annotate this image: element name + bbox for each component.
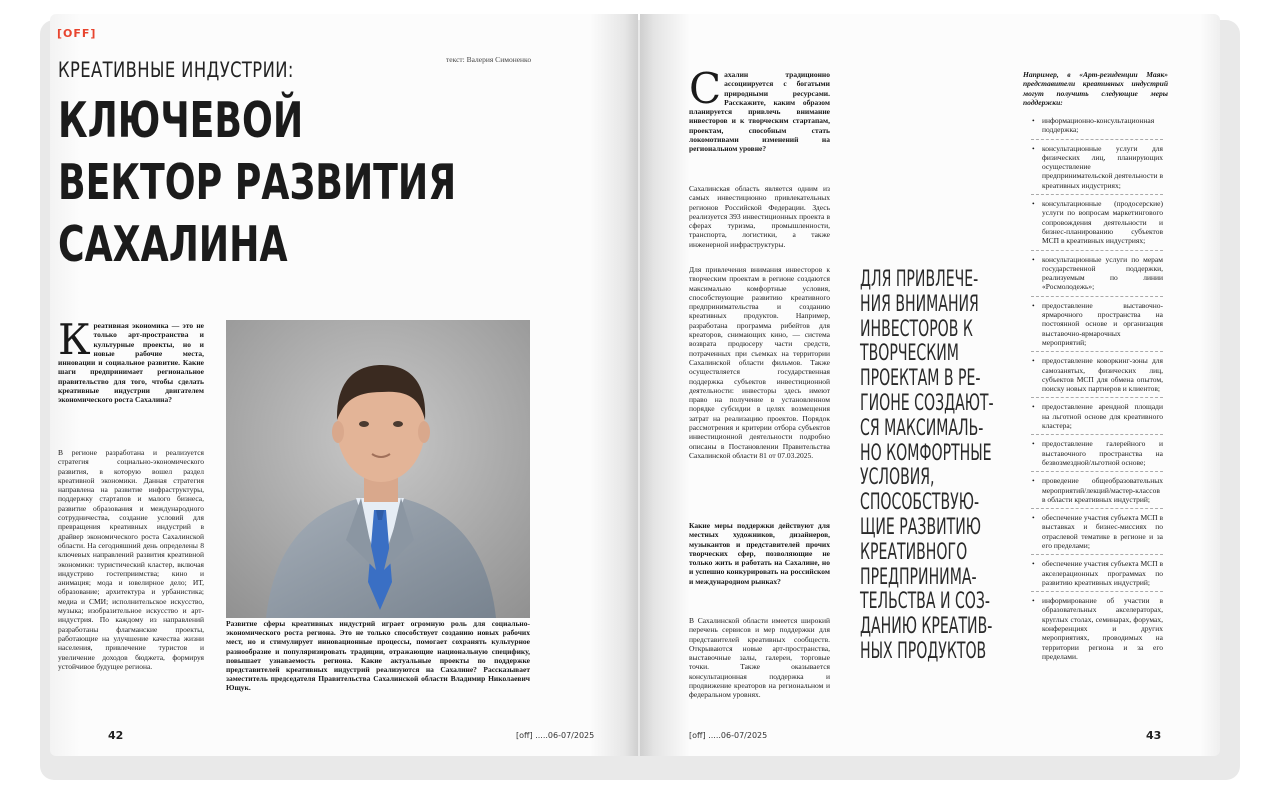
pull-quote-line: ПРЕДПРИНИМА- <box>860 564 977 590</box>
left-body-text: В регионе разработана и реализуется стратегия социально-экономического развития, в которую вошел раздел креативной экономики. Данная стратегия направлена на развитие инфраструктуры, поддержку стартапов и малого бизнеса, развитие образования и международного сотрудничества, создание условий для превращения креативных индустрий в драйвер экономического роста Сахалинской области. На сегодняшний день определены 8 ключевых направлений развития креативной экономики: туристический кластер, включая индустрию гостеприимства; кино и анимация; мода и ювелирное дело; ИТ, образование; архитектура и урбанистика; медиа и СМИ; исполнительское искусство, музыка; изобразительное искусство и арт-индустрия. По каждому из направлений разработаны флагманские проекты, работающие на улучшение качества жизни населения, привлечение туристов и увеличение доходов бюджета, формируя устойчивое будущее региона. <box>58 448 204 671</box>
list-item: • консультационные (продосерские) услуги по вопросам маркетингового сопровождения деятельности и бизнес-планированию субъектов МСП в креативных индустриях; <box>1031 199 1163 250</box>
article-lead <box>58 315 204 405</box>
list-item: • информирование об участии в образовательных акселераторах, круглых столах, семинарах, форумах, конференциях и других мероприятиях, проводимых на территории региона и за его пределами. <box>1031 596 1163 665</box>
lead-dropcap: К <box>58 315 91 364</box>
pull-quote-line: НЫХ ПРОДУКТОВ <box>860 638 987 664</box>
list-item: • обеспечение участия субъекта МСП в акселерационных программах по развитию креативных индустрий; <box>1031 559 1163 592</box>
list-item: • проведение общеобразовательных мероприятий/лекций/мастер-классов в области креативных индустрий; <box>1031 476 1163 509</box>
pull-quote-line: ТЕЛЬСТВА И СОЗ- <box>860 589 990 615</box>
question-1-text: ахалин традиционно ассоциируется с богатыми природными ресурсами. Расскажите, каким образом планируется привлечь внимание инвесторов и к творческим стартапам, проектам, способным стать локомотивами изменений на региональном уровне? <box>689 70 830 154</box>
pull-quote-line: ДЛЯ ПРИВЛЕЧЕ- <box>860 267 979 292</box>
question-1 <box>689 64 830 154</box>
pull-quote-line: УСЛОВИЯ, <box>860 465 935 491</box>
title-line: САХАЛИНА <box>58 216 288 273</box>
list-item: • информационно-консультационная поддержка; <box>1031 116 1163 140</box>
page-number-left: 42 <box>108 729 124 742</box>
list-item: • предоставление коворкинг-зоны для самозанятых, физических лиц, субъектов МСП для обмена опытом, поиску новых партнеров и клиентов; <box>1031 356 1163 398</box>
article-kicker: КРЕАТИВНЫЕ ИНДУСТРИИ: <box>58 58 294 82</box>
title-line: КЛЮЧЕВОЙ <box>58 92 304 149</box>
list-item: • предоставление галерейного и выставочного пространства на безвозмездной/льготной основе; <box>1031 439 1163 472</box>
page-number-right: 43 <box>1146 729 1162 742</box>
magazine-brand: [OFF] <box>57 27 97 40</box>
support-measures-list <box>1031 116 1163 669</box>
portrait-photo <box>226 320 530 618</box>
pull-quote-line: КРЕАТИВНОГО <box>860 539 968 565</box>
author-credit: текст: Валерия Симоненко <box>446 55 532 64</box>
support-intro: Например, в «Арт-резиденции Маяк» представители креативных индустрий могут получить следующие меры поддержки: <box>1023 70 1168 107</box>
question-2: Какие меры поддержки действуют для местных художников, дизайнеров, музыкантов и представителей прочих творческих сфер, позволяющие не только жить и работать на Сахалине, но и успешно конкурировать на российском и международном рынках? <box>689 521 830 586</box>
pull-quote-line: ИНВЕСТОРОВ К <box>860 316 973 342</box>
photo-caption: Развитие сферы креативных индустрий играет огромную роль для социально-экономического роста региона. Это не только способствует созданию новых рабочих мест, но и стимулирует инновационные процессы, помогает сохранять культурное разнообразие и популяризировать традиции, отражающие национальную специфику, повышает узнаваемость региона. Какие актуальные проекты по поддержке представителей креативных индустрий реализуются на Сахалине? Рассказывает заместитель председателя Правительства Сахалинской области Владимир Николаевич Ющук. <box>226 619 530 693</box>
list-item: • консультационные услуги по мерам государственной поддержки, реализуемым по линии «Росмолодежь»; <box>1031 255 1163 297</box>
pull-quote <box>860 268 994 665</box>
answer-1-paragraph-2: Для привлечения внимания инвесторов к творческим проектам в регионе создаются максимально комфортные условия, способствующие развитию креативного предпринимательства и созданию креативных продуктов. Например, разработана программа рибейтов для креаторов, снимающих кино, — система возврата продюсеру части средств, потраченных при съемках на территории Сахалинской области фильмов. Также осуществляется государственная поддержка субъектов инвестиционной деятельности: инвесторы здесь имеют право на получение в установленном порядке субсидии в целях возмещения затрат на реализацию проектов. Порядок рассмотрения и критерии отбора субъектов инвестиционной деятельности подробно описаны в Постановлении Правительства Сахалинской области 81 от 07.03.2025. <box>689 265 830 460</box>
article-title <box>58 90 456 276</box>
list-item: • предоставление арендной площади на льготной основе для креативного кластера; <box>1031 402 1163 435</box>
portrait-photo-illustration <box>226 320 530 618</box>
pull-quote-line: ДАНИЮ КРЕАТИВ- <box>860 614 993 640</box>
lead-text: реативная экономика — это не только арт-пространства и культурные проекты, но и новые рабочие места, инновации и социальное развитие. Какие шаги предпринимает региональное правительство для того, чтобы сделать креативные индустрии двигателем экономического роста Сахалина? <box>58 321 204 405</box>
list-item: • предоставление выставочно-ярмарочного пространства на постоянной основе и организация выставочно-ярмарочных мероприятий; <box>1031 301 1163 352</box>
pull-quote-line: ГИОНЕ СОЗДАЮТ- <box>860 390 994 416</box>
pull-quote-line: НО КОМФОРТНЫЕ <box>860 440 992 466</box>
answer-1-paragraph-1: Сахалинская область является одним из самых инвестиционно привлекательных регионов Российской Федерации. Здесь реализуется 393 инвестиционных проекта в сферах туризма, промышленности, транспорта, логистики, а также инженерной инфраструктуры. <box>689 184 830 249</box>
issue-folio-left: [off] .....06-07/2025 <box>516 731 595 740</box>
pull-quote-line: СПОСОБСТВУЮ- <box>860 490 980 516</box>
list-item: • обеспечение участия субъекта МСП в выставках и бизнес-миссиях по отраслевой тематике в регионе и за его пределами; <box>1031 513 1163 555</box>
pull-quote-line: ТВОРЧЕСКИМ <box>860 341 959 367</box>
issue-folio-right: [off] .....06-07/2025 <box>689 731 768 740</box>
pull-quote-line: НИЯ ВНИМАНИЯ <box>860 291 979 317</box>
question-dropcap: С <box>689 64 722 113</box>
answer-2: В Сахалинской области имеется широкий перечень сервисов и мер поддержки для представителей креативных сообществ. Открываются новые арт-пространства, выставочные залы, галереи, торговые точки. Также оказывается консультационная поддержка и продвижение креаторов на региональном и федеральном уровнях. <box>689 616 830 700</box>
pull-quote-line: ЩИЕ РАЗВИТИЮ <box>860 514 981 540</box>
pull-quote-line: СЯ МАКСИМАЛЬ- <box>860 415 984 441</box>
pull-quote-line: ПРОЕКТАМ В РЕ- <box>860 366 981 392</box>
title-line: ВЕКТОР РАЗВИТИЯ <box>58 154 457 211</box>
list-item: • консультационные услуги для физических лиц, планирующих осуществление предпринимательской деятельности в креативных индустриях; <box>1031 144 1163 195</box>
